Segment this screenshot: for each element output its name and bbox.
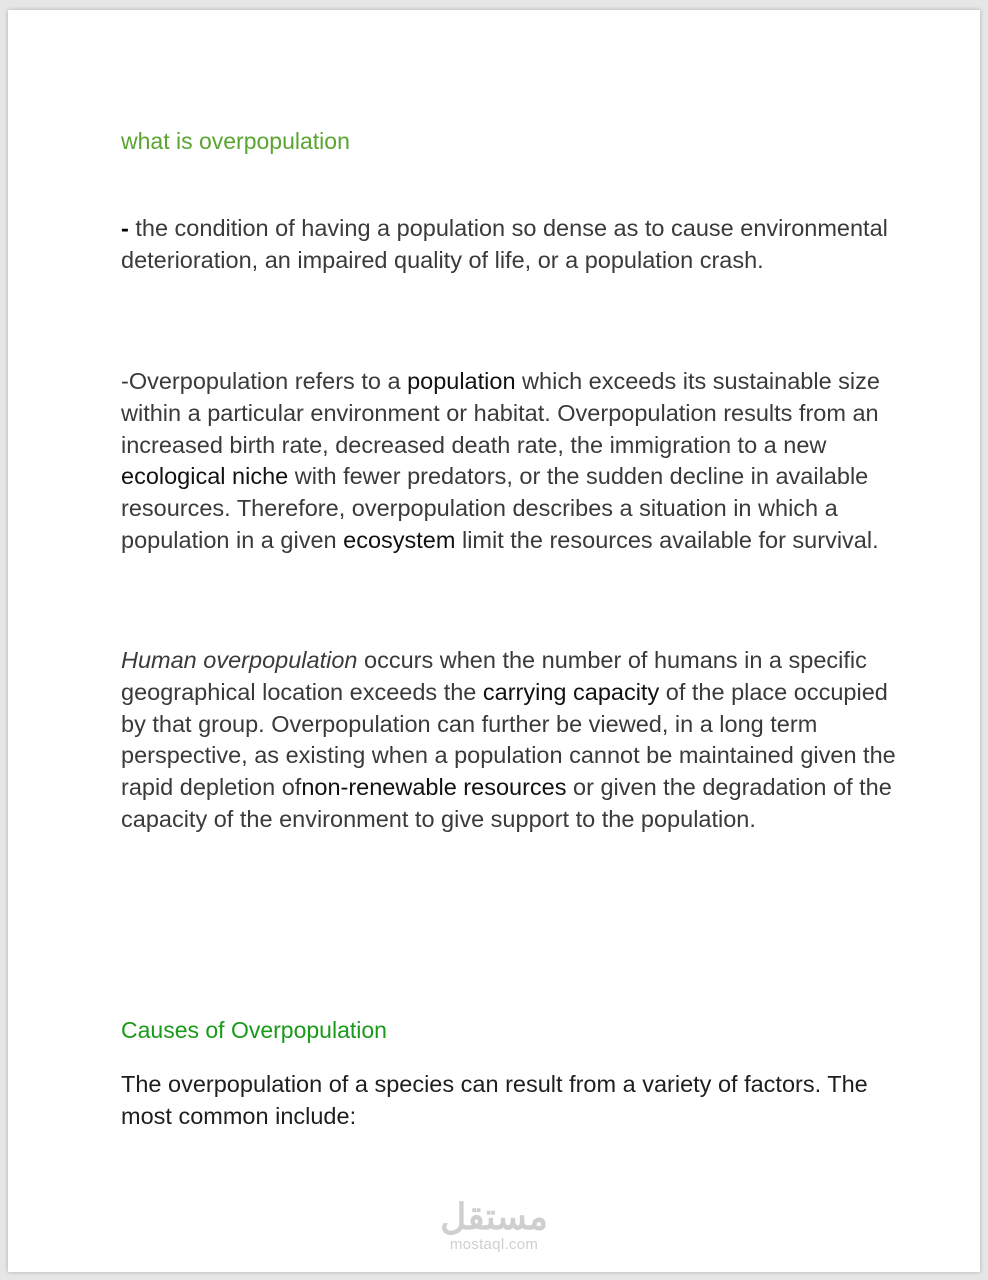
section-heading-what-is-overpopulation: what is overpopulation [121, 128, 350, 154]
watermark-arabic-logo: مستقل [440, 1196, 548, 1237]
link-ecological-niche[interactable]: ecological niche [121, 463, 289, 490]
link-ecosystem[interactable]: ecosystem [343, 526, 456, 553]
definition-text: the condition of having a population so dense as to cause environmental deterioration, an impaired quality of life, or a population crash. [121, 215, 888, 273]
link-carrying-capacity[interactable]: carrying capacity [482, 678, 660, 705]
human-overpopulation-paragraph [121, 645, 911, 836]
text-run: of the place occupied by that group. Overpopulation can further be viewed, in a long term perspective, as existing when a population cannot be maintained given the rapid depletion of [121, 678, 896, 801]
text-run: occurs when the number of humans in a specific geographical location exceeds the [121, 647, 867, 705]
link-non-renewable-resources[interactable]: non-renewable resources [301, 774, 567, 801]
text-run: with fewer predators, or the sudden decline in available resources. Therefore, overpopulation describes a situation in which a population in a given [121, 463, 869, 553]
document-page [8, 10, 980, 1272]
text-run: or given the degradation of the capacity of the environment to give support to the population. [121, 774, 892, 832]
list-dash: - [121, 215, 129, 241]
section-heading-causes-of-overpopulation: Causes of Overpopulation [121, 1017, 387, 1043]
definition-paragraph [121, 213, 911, 277]
watermark [8, 1198, 980, 1254]
text-run: which exceeds its sustainable size within a particular environment or habitat. Overpopulation results from an increased birth rate, decreased death rate, the immigration to a new [121, 368, 880, 458]
causes-intro-paragraph: The overpopulation of a species can result from a variety of factors. The most common include: [121, 1071, 868, 1129]
emphasis-human-overpopulation: Human overpopulation [121, 647, 358, 673]
text-run: limit the resources available for survival. [455, 526, 879, 553]
link-population[interactable]: population [407, 368, 516, 394]
watermark-domain: mostaql.com [449, 1236, 539, 1253]
text-run: -Overpopulation refers to a [121, 368, 408, 394]
overpopulation-explanation-paragraph [121, 366, 911, 557]
